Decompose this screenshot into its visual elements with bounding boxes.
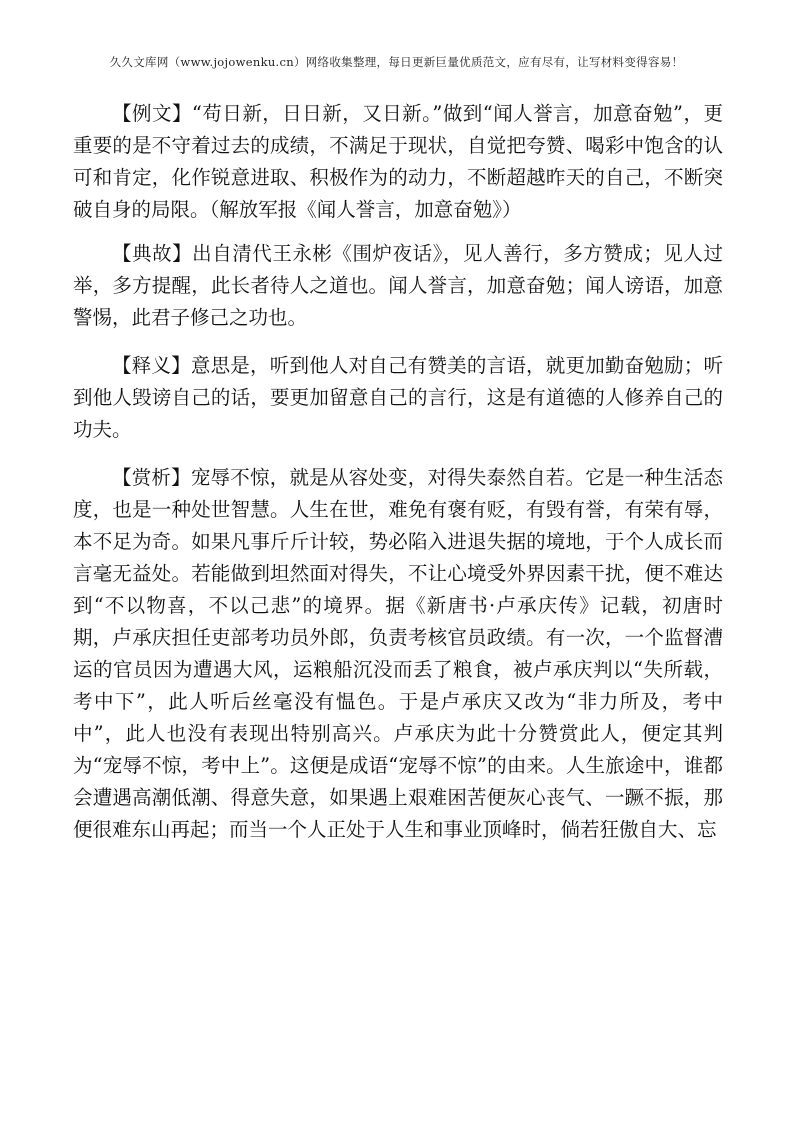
paragraph-example: 【例文】“苟日新，日日新，又日新。”做到“闻人誉言，加意奋勉”，更重要的是不守着过去的成绩，不满足于现状，自觉把夸赞、喝彩中饱含的认可和肯定，化作锐意进取、积极作为的动力，不断超越昨天的自己，不断突破自身的局限。（解放军报《闻人誉言，加意奋勉》）: [73, 102, 723, 221]
document-body: [73, 98, 723, 862]
paragraph-appreciation: 【赏析】宠辱不惊，就是从容处变，对得失泰然自若。它是一种生活态度，也是一种处世智慧。人生在世，难免有褒有贬，有毁有誉，有荣有辱，本不足为奇。如果凡事斤斤计较，势必陷入进退失据的境地，于个人成长而言毫无益处。若能做到坦然面对得失，不让心境受外界因素干扰，便不难达到“不以物喜，不以己悲”的境界。据《新唐书·卢承庆传》记载，初唐时期，卢承庆担任吏部考功员外郎，负责考核官员政绩。有一次，一个监督漕运的官员因为遭遇大风，运粮船沉没而丢了粮食，被卢承庆判以“失所载，考中下”，此人听后丝毫没有愠色。于是卢承庆又改为“非力所及，考中中”，此人也没有表现出特别高兴。卢承庆为此十分赞赏此人，便定其判为“宠辱不惊，考中上”。这便是成语“宠辱不惊”的由来。人生旅途中，谁都会遭遇高潮低潮、得意失意，如果遇上艰难困苦便灰心丧气、一蹶不振，那便很难东山再起；而当一个人正处于人生和事业顶峰时，倘若狂傲自大、忘: [73, 466, 723, 841]
page-header: 久久文库网（www.jojowenku.cn）网络收集整理，每日更新巨量优质范文，应有尽有，让写材料变得容易！: [109, 55, 684, 69]
paragraph-allusion: 【典故】出自清代王永彬《围炉夜话》，见人善行，多方赞成；见人过举，多方提醒，此长者待人之道也。闻人誉言，加意奋勉；闻人谤语，加意警惕，此君子修己之功也。: [73, 242, 723, 329]
paragraph-definition: 【释义】意思是，听到他人对自己有赞美的言语，就更加勤奋勉励；听到他人毁谤自己的话，要更加留意自己的言行，这是有道德的人修养自己的功夫。: [73, 354, 723, 441]
